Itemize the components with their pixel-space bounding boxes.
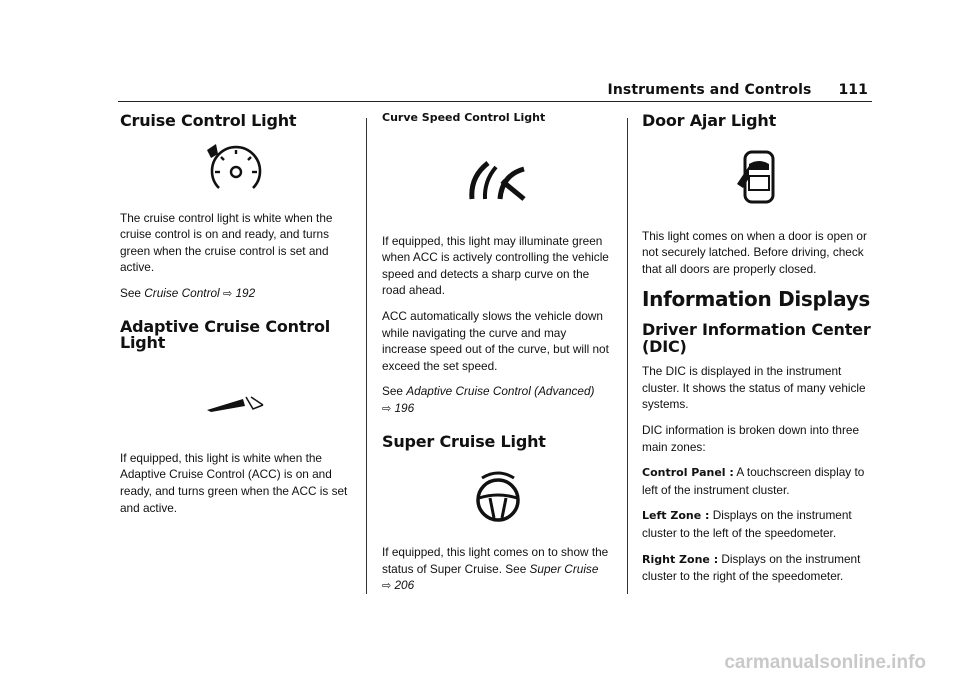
super-cruise-link[interactable]: Super Cruise bbox=[529, 561, 599, 576]
watermark: carmanualsonline.info bbox=[724, 652, 926, 673]
page-link[interactable]: 196 bbox=[394, 400, 415, 415]
zone-item: Right Zone : Displays on the instrument cluster to the right of the speedometer. bbox=[642, 551, 861, 584]
column-middle bbox=[382, 110, 614, 604]
paragraph: ACC automatically slows the vehicle down while navigating the curve and may increase speed out of the curve, but will not exceed the set speed. bbox=[382, 308, 609, 373]
page-header bbox=[608, 82, 868, 98]
paragraph: This light comes on when a door is open or not securely latched. Before driving, check that all doors are properly closed. bbox=[642, 228, 867, 276]
column-left bbox=[120, 110, 352, 525]
cruise-control-icon bbox=[120, 142, 352, 196]
zone-item: Control Panel : A touchscreen display to left of the instrument cluster. bbox=[642, 465, 865, 497]
section-heading: Adaptive Cruise Control Light bbox=[120, 316, 331, 353]
section-heading: Cruise Control Light bbox=[120, 111, 297, 130]
paragraph: The DIC is displayed in the instrument cluster. It shows the status of many vehicle systems. bbox=[642, 364, 866, 412]
cruise-control-link[interactable]: Cruise Control bbox=[144, 285, 220, 300]
section-title: Instruments and Controls bbox=[607, 82, 812, 98]
page-link[interactable]: 192 bbox=[235, 285, 256, 300]
door-ajar-icon bbox=[642, 148, 874, 206]
adaptive-cruise-link[interactable]: Adaptive Cruise Control (Advanced) bbox=[406, 384, 595, 399]
column-divider bbox=[627, 118, 628, 594]
page-link[interactable]: 206 bbox=[394, 578, 415, 593]
page-arrow-icon: ⇨ bbox=[382, 580, 392, 593]
column-right bbox=[642, 110, 874, 594]
super-cruise-icon bbox=[382, 468, 614, 522]
curve-speed-icon bbox=[382, 157, 614, 201]
paragraph: The cruise control light is white when the cruise control is on and ready, and turns green when the cruise control is set and active. bbox=[120, 210, 333, 275]
page-arrow-icon: ⇨ bbox=[382, 402, 392, 415]
column-divider bbox=[366, 118, 367, 594]
paragraph: If equipped, this light comes on to show the status of Super Cruise. See Super Cruise ⇨ 206 bbox=[382, 545, 609, 593]
page-number: 111 bbox=[838, 82, 868, 98]
paragraph: DIC information is broken down into three main zones: bbox=[642, 422, 860, 454]
section-heading: Super Cruise Light bbox=[382, 431, 546, 451]
zone-item: Left Zone : Displays on the instrument cluster to the left of the speedometer. bbox=[642, 508, 852, 540]
cross-reference: See Adaptive Cruise Control (Advanced) ⇨ 196 bbox=[382, 384, 595, 415]
adaptive-cruise-icon bbox=[120, 394, 352, 414]
chapter-heading: Information Displays bbox=[642, 287, 871, 312]
subheading: Curve Speed Control Light bbox=[382, 111, 546, 124]
paragraph: If equipped, this light is white when the Adaptive Cruise Control (ACC) is on and ready, and turns green when the ACC is set and active. bbox=[120, 450, 348, 515]
section-heading: Driver Information Center (DIC) bbox=[642, 319, 871, 356]
paragraph: If equipped, this light may illuminate green when ACC is actively controlling the vehicle speed and detects a sharp curve on the road ahead. bbox=[382, 233, 609, 298]
header-rule bbox=[118, 101, 872, 102]
cross-reference: See Cruise Control ⇨ 192 bbox=[120, 285, 256, 300]
section-heading: Door Ajar Light bbox=[642, 111, 777, 130]
page-arrow-icon: ⇨ bbox=[222, 287, 233, 300]
